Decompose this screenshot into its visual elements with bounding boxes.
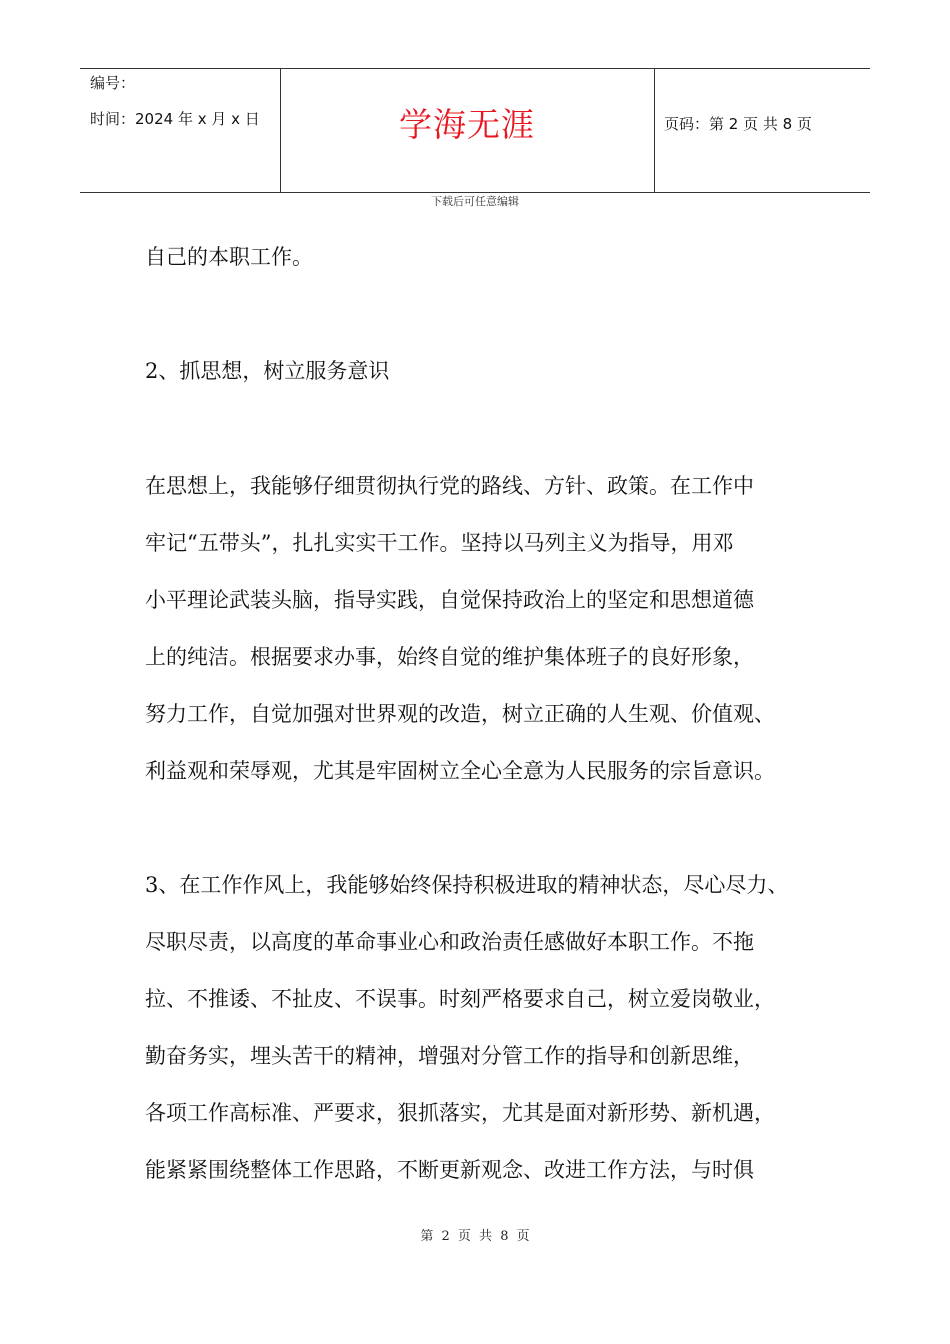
document-date-label: 时间：2024 年 x 月 x 日 bbox=[90, 110, 260, 128]
body-text-line: 在思想上，我能够仔细贯彻执行党的路线、方针、政策。在工作中 bbox=[145, 474, 754, 498]
body-text-line: 勤奋务实，埋头苦干的精神，增强对分管工作的指导和创新思维， bbox=[145, 1044, 754, 1068]
body-text-line: 能紧紧围绕整体工作思路，不断更新观念、改进工作方法，与时俱 bbox=[145, 1158, 754, 1182]
body-text-line: 自己的本职工作。 bbox=[145, 245, 313, 269]
header-page-info: 页码：第 2 页 共 8 页 bbox=[664, 115, 812, 133]
brand-title: 学海无涯 bbox=[399, 105, 535, 144]
body-text-line: 利益观和荣辱观，尤其是牢固树立全心全意为人民服务的宗旨意识。 bbox=[145, 759, 775, 783]
body-text-line: 尽职尽责，以高度的革命事业心和政治责任感做好本职工作。不拖 bbox=[145, 930, 754, 954]
body-text-line: 各项工作高标准、严要求，狠抓落实，尤其是面对新形势、新机遇， bbox=[145, 1101, 775, 1125]
body-text-line: 拉、不推诿、不扯皮、不误事。时刻严格要求自己，树立爱岗敬业， bbox=[145, 987, 775, 1011]
body-text-line: 小平理论武装头脑，指导实践，自觉保持政治上的坚定和思想道德 bbox=[145, 588, 754, 612]
body-text-line: 3、在工作作风上，我能够始终保持积极进取的精神状态，尽心尽力、 bbox=[145, 873, 789, 897]
body-text-line: 牢记“五带头”，扎扎实实干工作。坚持以马列主义为指导，用邓 bbox=[145, 531, 734, 555]
body-text-line: 上的纯洁。根据要求办事，始终自觉的维护集体班子的良好形象， bbox=[145, 645, 754, 669]
body-text-line: 努力工作，自觉加强对世界观的改造，树立正确的人生观、价值观、 bbox=[145, 702, 775, 726]
section-heading: 2、抓思想，树立服务意识 bbox=[145, 359, 390, 383]
edit-note: 下载后可任意编辑 bbox=[431, 195, 519, 208]
document-header bbox=[80, 68, 870, 193]
header-divider bbox=[654, 69, 655, 192]
document-number-label: 编号： bbox=[90, 74, 136, 92]
page-footer: 第 2 页 共 8 页 bbox=[420, 1229, 530, 1244]
